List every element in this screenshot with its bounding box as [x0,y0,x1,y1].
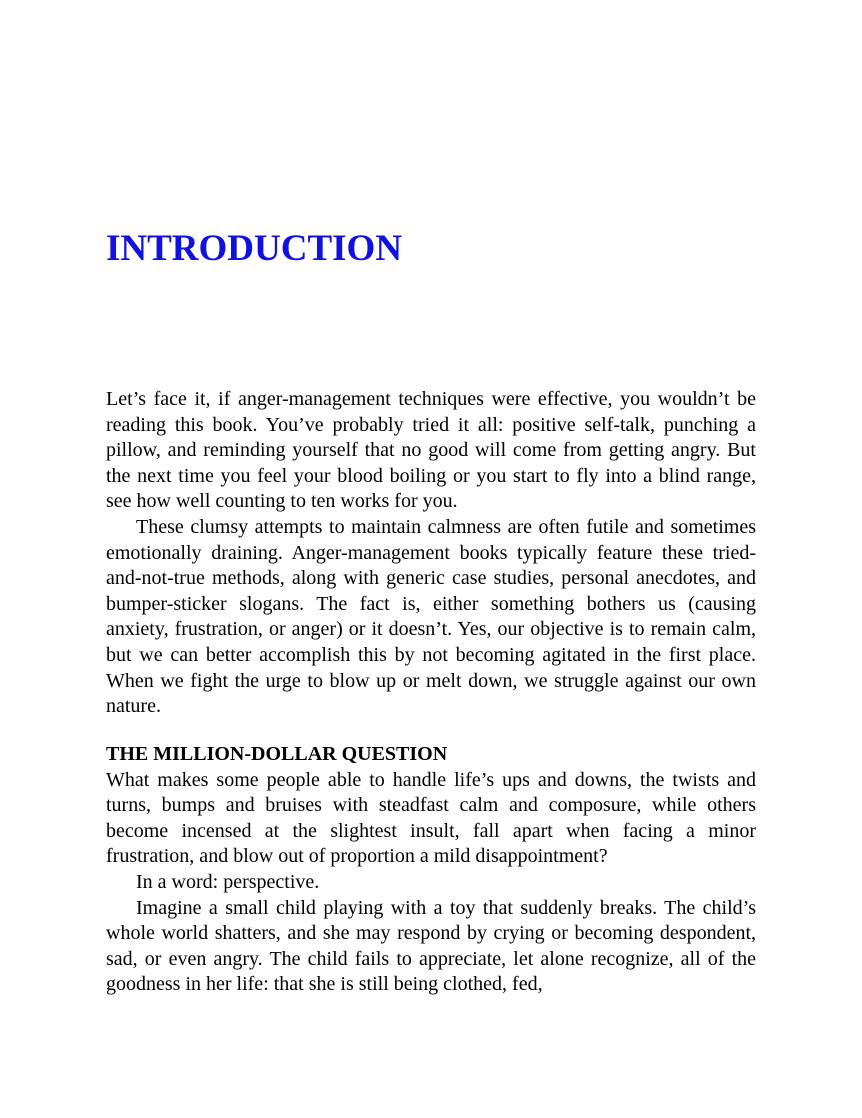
body-paragraph: What makes some people able to handle life’s ups and downs, the twists and turns, bumps and bruises with steadfast calm and composure, while others become incensed at the slightest insult, fall apart when facing a minor frustration, and blow out of proportion a mild disappointment? [106,768,756,868]
section-million-dollar-question [106,742,756,998]
body-paragraph: Imagine a small child playing with a toy that suddenly breaks. The child’s whole world shatters, and she may respond by crying or becoming despondent, sad, or even angry. The child fails to appreciate, let alone recognize, all of the goodness in her life: that she is still being clothed, fed, [106,896,756,996]
intro-body [106,387,756,720]
section-heading: THE MILLION-DOLLAR QUESTION [106,743,448,765]
body-paragraph: In a word: perspective. [136,870,320,893]
body-paragraph: These clumsy attempts to maintain calmness are often futile and sometimes emotionally draining. Anger-management books typically feature these tried-and-not-true methods, along with generic case studies, personal anecdotes, and bumper-sticker slogans. The fact is, either something bothers us (causing anxiety, frustration, or anger) or it doesn’t. Yes, our objective is to remain calm, but we can better accomplish this by not becoming agitated in the first place. When we fight the urge to blow up or melt down, we struggle against our own nature. [106,515,756,718]
body-paragraph: Let’s face it, if anger-management techniques were effective, you wouldn’t be reading this book. You’ve probably tried it all: positive self-talk, punching a pillow, and reminding yourself that no good will come from getting angry. But the next time you feel your blood boiling or you start to fly into a blind range, see how well counting to ten works for you. [106,388,756,513]
chapter-title: INTRODUCTION [106,228,403,269]
